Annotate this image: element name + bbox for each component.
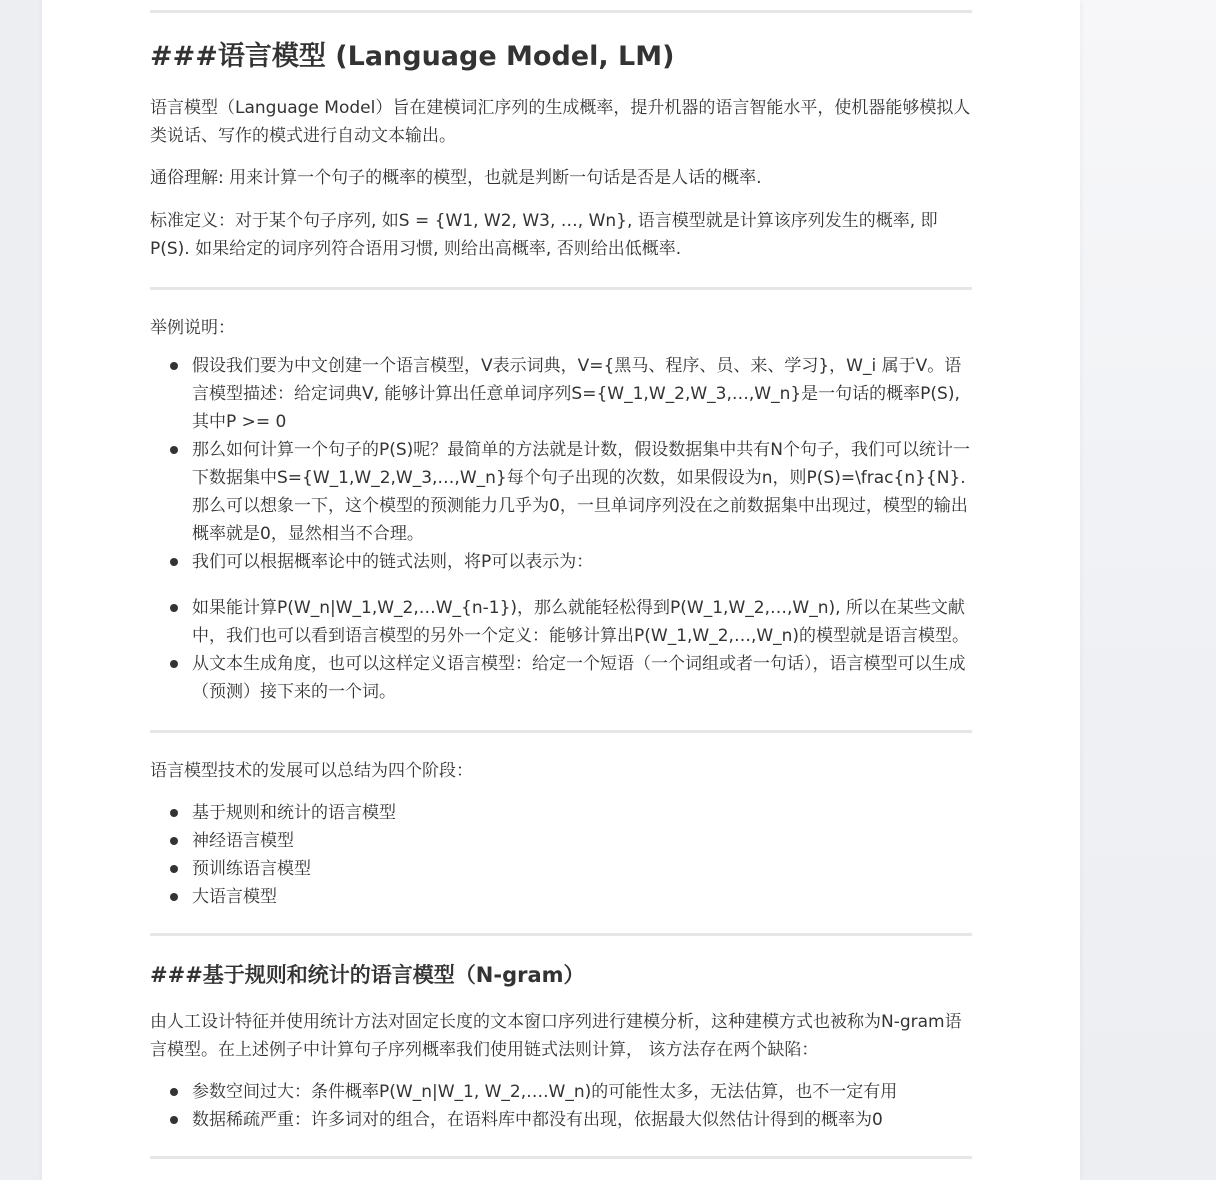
paragraph-lm-plain: 通俗理解: 用来计算一个句子的概率的模型，也就是判断一句话是否是人话的概率. [150, 168, 762, 188]
list-item: 从文本生成角度，也可以这样定义语言模型：给定一个短语（一个词组或者一句话），语言模型可以生成（预测）接下来的一个词。 [192, 650, 972, 706]
background-right [1080, 0, 1216, 1180]
divider [150, 287, 972, 290]
list-item: 预训练语言模型 [192, 855, 972, 883]
example-label: 举例说明： [150, 318, 235, 338]
heading-ngram: ###基于规则和统计的语言模型（N-gram） [150, 963, 585, 987]
list-item: 参数空间过大：条件概率P(W_n|W_1, W_2,….W_n)的可能性太多，无法估算，也不一定有用 [192, 1078, 972, 1106]
document-page [42, 0, 1080, 1180]
divider [150, 730, 972, 733]
divider [150, 10, 972, 13]
ngram-list [150, 1078, 972, 1134]
heading-language-model: ###语言模型 (Language Model, LM) [150, 41, 675, 72]
document-content [150, 0, 972, 1159]
paragraph-lm-definition: 标准定义：对于某个句子序列, 如S = {W1, W2, W3, …, Wn}, 语言模型就是计算该序列发生的概率, 即P(S). 如果给定的词序列符合语用习惯, 则给出高概率, 否则给出低概率. [150, 211, 938, 259]
divider [150, 933, 972, 936]
list-item: 大语言模型 [192, 883, 972, 911]
paragraph-ngram-intro: 由人工设计特征并使用统计方法对固定长度的文本窗口序列进行建模分析，这种建模方式也被称为N-gram语言模型。在上述例子中计算句子序列概率我们使用链式法则计算， 该方法存在两个缺陷： [150, 1012, 962, 1060]
list-item: 数据稀疏严重：许多词对的组合，在语料库中都没有出现，依据最大似然估计得到的概率为0 [192, 1106, 972, 1134]
list-item: 如果能计算P(W_n|W_1,W_2,…W_{n-1})，那么就能轻松得到P(W_1,W_2,…,W_n), 所以在某些文献中，我们也可以看到语言模型的另外一个定义：能够计算出P(W_1,W_2,…,W_n)的模型就是语言模型。 [192, 594, 972, 650]
list-item: 假设我们要为中文创建一个语言模型，V表示词典，V={黑马、程序、员、来、学习}，W_i 属于V。语言模型描述：给定词典V, 能够计算出任意单词序列S={W_1,W_2,W_3,…,W_n}是一句话的概率P(S), 其中P >= 0 [192, 352, 972, 436]
list-item: 那么如何计算一个句子的P(S)呢？最简单的方法就是计数，假设数据集中共有N个句子，我们可以统计一下数据集中S={W_1,W_2,W_3,…,W_n}每个句子出现的次数，如果假设为n，则P(S)=\frac{n}{N}. 那么可以想象一下，这个模型的预测能力几乎为0，一旦单词序列没在之前数据集中出现过，模型的输出概率就是0，显然相当不合理。 [192, 436, 972, 548]
list-item: 我们可以根据概率论中的链式法则，将P可以表示为： [192, 548, 972, 576]
divider [150, 1156, 972, 1159]
stages-label: 语言模型技术的发展可以总结为四个阶段： [150, 761, 473, 781]
list-item: 基于规则和统计的语言模型 [192, 799, 972, 827]
list-item: 神经语言模型 [192, 827, 972, 855]
paragraph-lm-intro: 语言模型（Language Model）旨在建模词汇序列的生成概率，提升机器的语言智能水平，使机器能够模拟人类说话、写作的模式进行自动文本输出。 [150, 98, 971, 146]
example-list [150, 352, 972, 706]
stages-list [150, 799, 972, 911]
